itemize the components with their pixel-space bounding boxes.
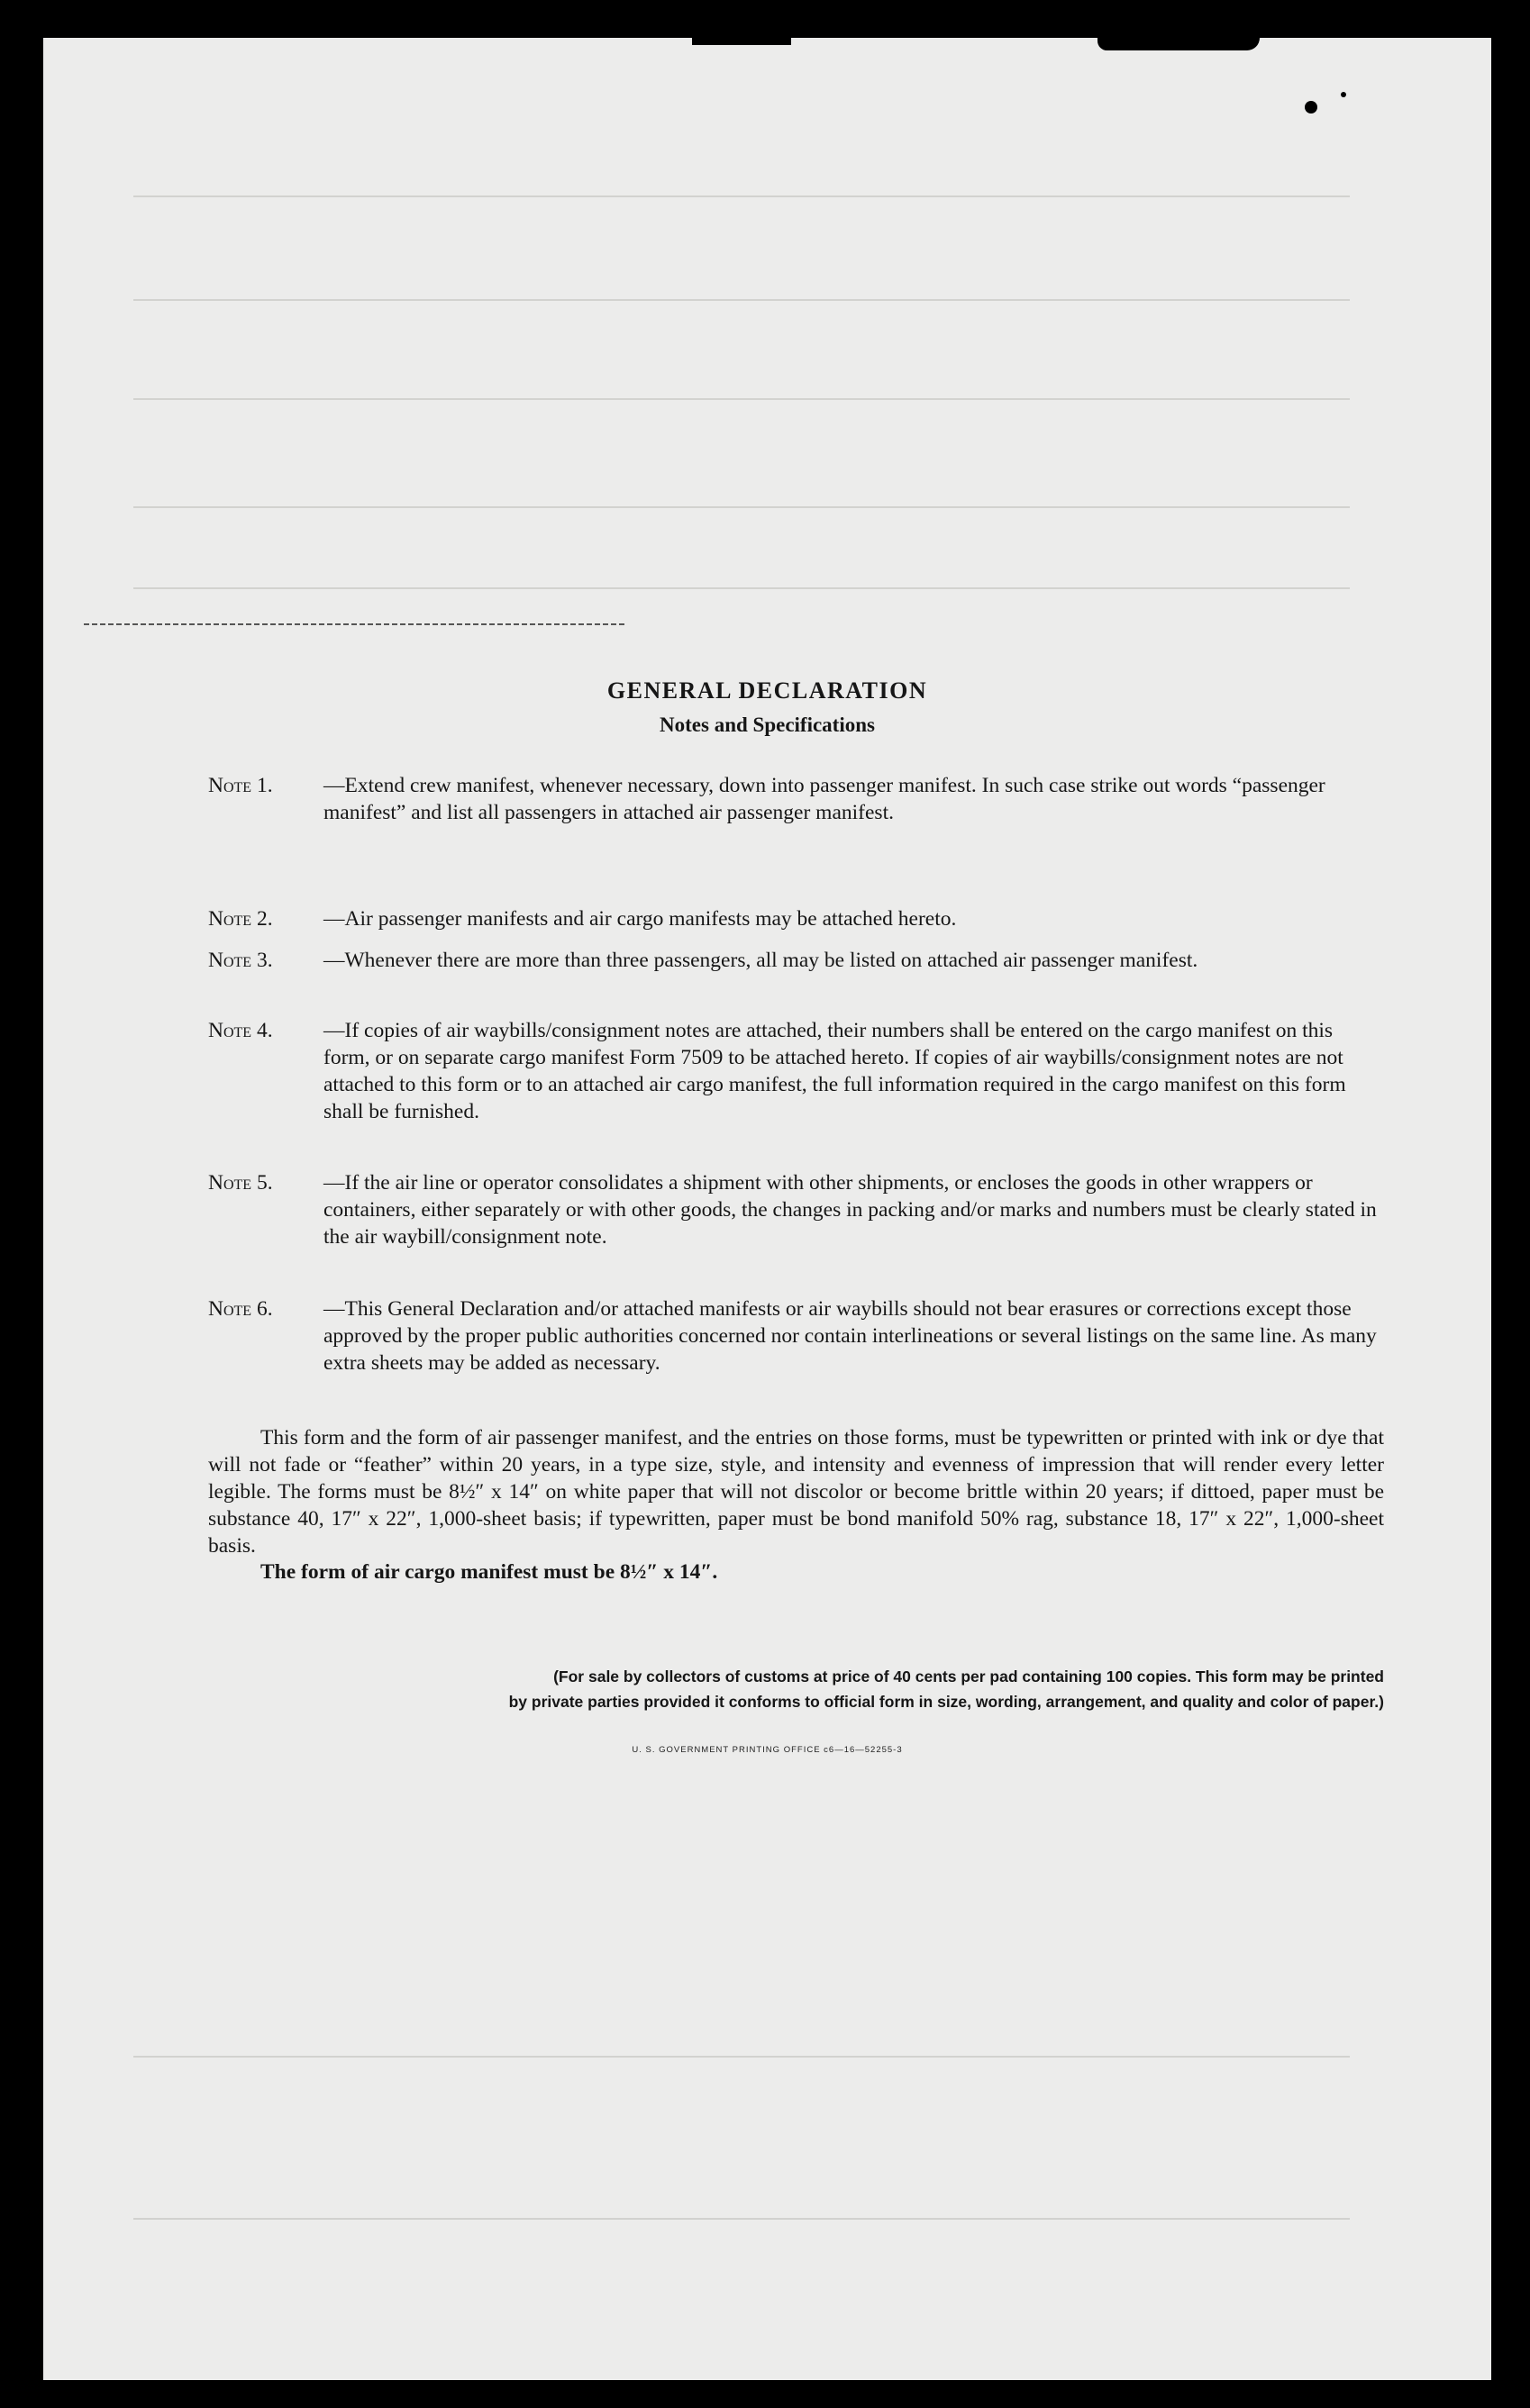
note-5: [208, 1169, 1384, 1250]
bleed-through-rule: [133, 506, 1350, 508]
note-6: [208, 1295, 1384, 1377]
sale-notice: [208, 1664, 1384, 1714]
bleed-through-rule: [133, 398, 1350, 400]
note-label: Note 2.: [208, 907, 273, 931]
torn-edge-mark: [1341, 92, 1346, 97]
note-4: [208, 1017, 1384, 1125]
note-text: —If copies of air waybills/consignment notes are attached, their numbers shall be entered on the cargo manifest on this form, or on separate cargo manifest Form 7509 to be attached hereto. If copies of air waybills/consignment notes are not attached to this form or to an attached air cargo manifest, the full information required in the cargo manifest on this form shall be furnished.: [323, 1019, 1346, 1123]
bleed-through-rule: [133, 2056, 1350, 2058]
specification-paragraph: This form and the form of air passenger manifest, and the entries on those forms, must be typewritten or printed with ink or dye that will not fade or “feather” within 20 years, in a type size, style, and intensity and evenness of impression that will render every letter legible. The forms must be 8½″ x 14″ on white paper that will not discolor or become brittle within 20 years; if dittoed, paper must be substance 40, 17″ x 22″, 1,000-sheet basis; if typewritten, paper must be bond manifold 50% rag, substance 18, 17″ x 22″, 1,000-sheet basis.: [208, 1426, 1384, 1558]
note-text: —This General Declaration and/or attached manifests or air waybills should not bear erasures or corrections except those approved by the proper public authorities concerned nor contain interlineations or several listings on the same line. As many extra sheets may be added as necessary.: [323, 1297, 1377, 1375]
torn-edge-mark: [692, 38, 791, 45]
note-text: —Extend crew manifest, whenever necessary, down into passenger manifest. In such case strike out words “passenger manifest” and list all passengers in attached air passenger manifest.: [323, 774, 1325, 824]
form-title: GENERAL DECLARATION: [606, 677, 928, 704]
note-2: [208, 905, 1384, 932]
bleed-through-rule: [133, 587, 1350, 589]
note-1: [208, 772, 1384, 826]
note-3: [208, 947, 1384, 974]
note-label: Note 1.: [208, 774, 273, 797]
dashed-rule: [84, 623, 624, 625]
note-text: —Whenever there are more than three passengers, all may be listed on attached air passenger manifest.: [323, 949, 1198, 972]
cargo-manifest-size-note: The form of air cargo manifest must be 8½″ x 14″.: [260, 1560, 718, 1584]
torn-edge-mark: [1097, 38, 1260, 50]
sale-notice-line: (For sale by collectors of customs at price of 40 cents per pad containing 100 copies. This form may be printed: [553, 1667, 1384, 1686]
note-text: —Air passenger manifests and air cargo manifests may be attached hereto.: [323, 907, 957, 931]
torn-edge-mark: [1305, 101, 1317, 114]
note-label: Note 5.: [208, 1171, 273, 1195]
note-label: Note 6.: [208, 1297, 273, 1321]
bleed-through-rule: [133, 195, 1350, 197]
bleed-through-rule: [133, 2218, 1350, 2220]
note-text: —If the air line or operator consolidates a shipment with other shipments, or encloses the goods in other wrappers or containers, either separately or with other goods, the changes in packing and/or marks and numbers must be clearly stated in the air waybill/consignment note.: [323, 1171, 1377, 1249]
document-page: [43, 38, 1491, 2380]
note-label: Note 4.: [208, 1019, 273, 1042]
bleed-through-rule: [133, 299, 1350, 301]
note-label: Note 3.: [208, 949, 273, 972]
form-subtitle: Notes and Specifications: [660, 713, 875, 736]
printer-imprint: U. S. GOVERNMENT PRINTING OFFICE c6—16—52255-3: [632, 1745, 903, 1755]
sale-notice-line: by private parties provided it conforms to official form in size, wording, arrangement, and quality and color of paper.): [508, 1693, 1384, 1711]
